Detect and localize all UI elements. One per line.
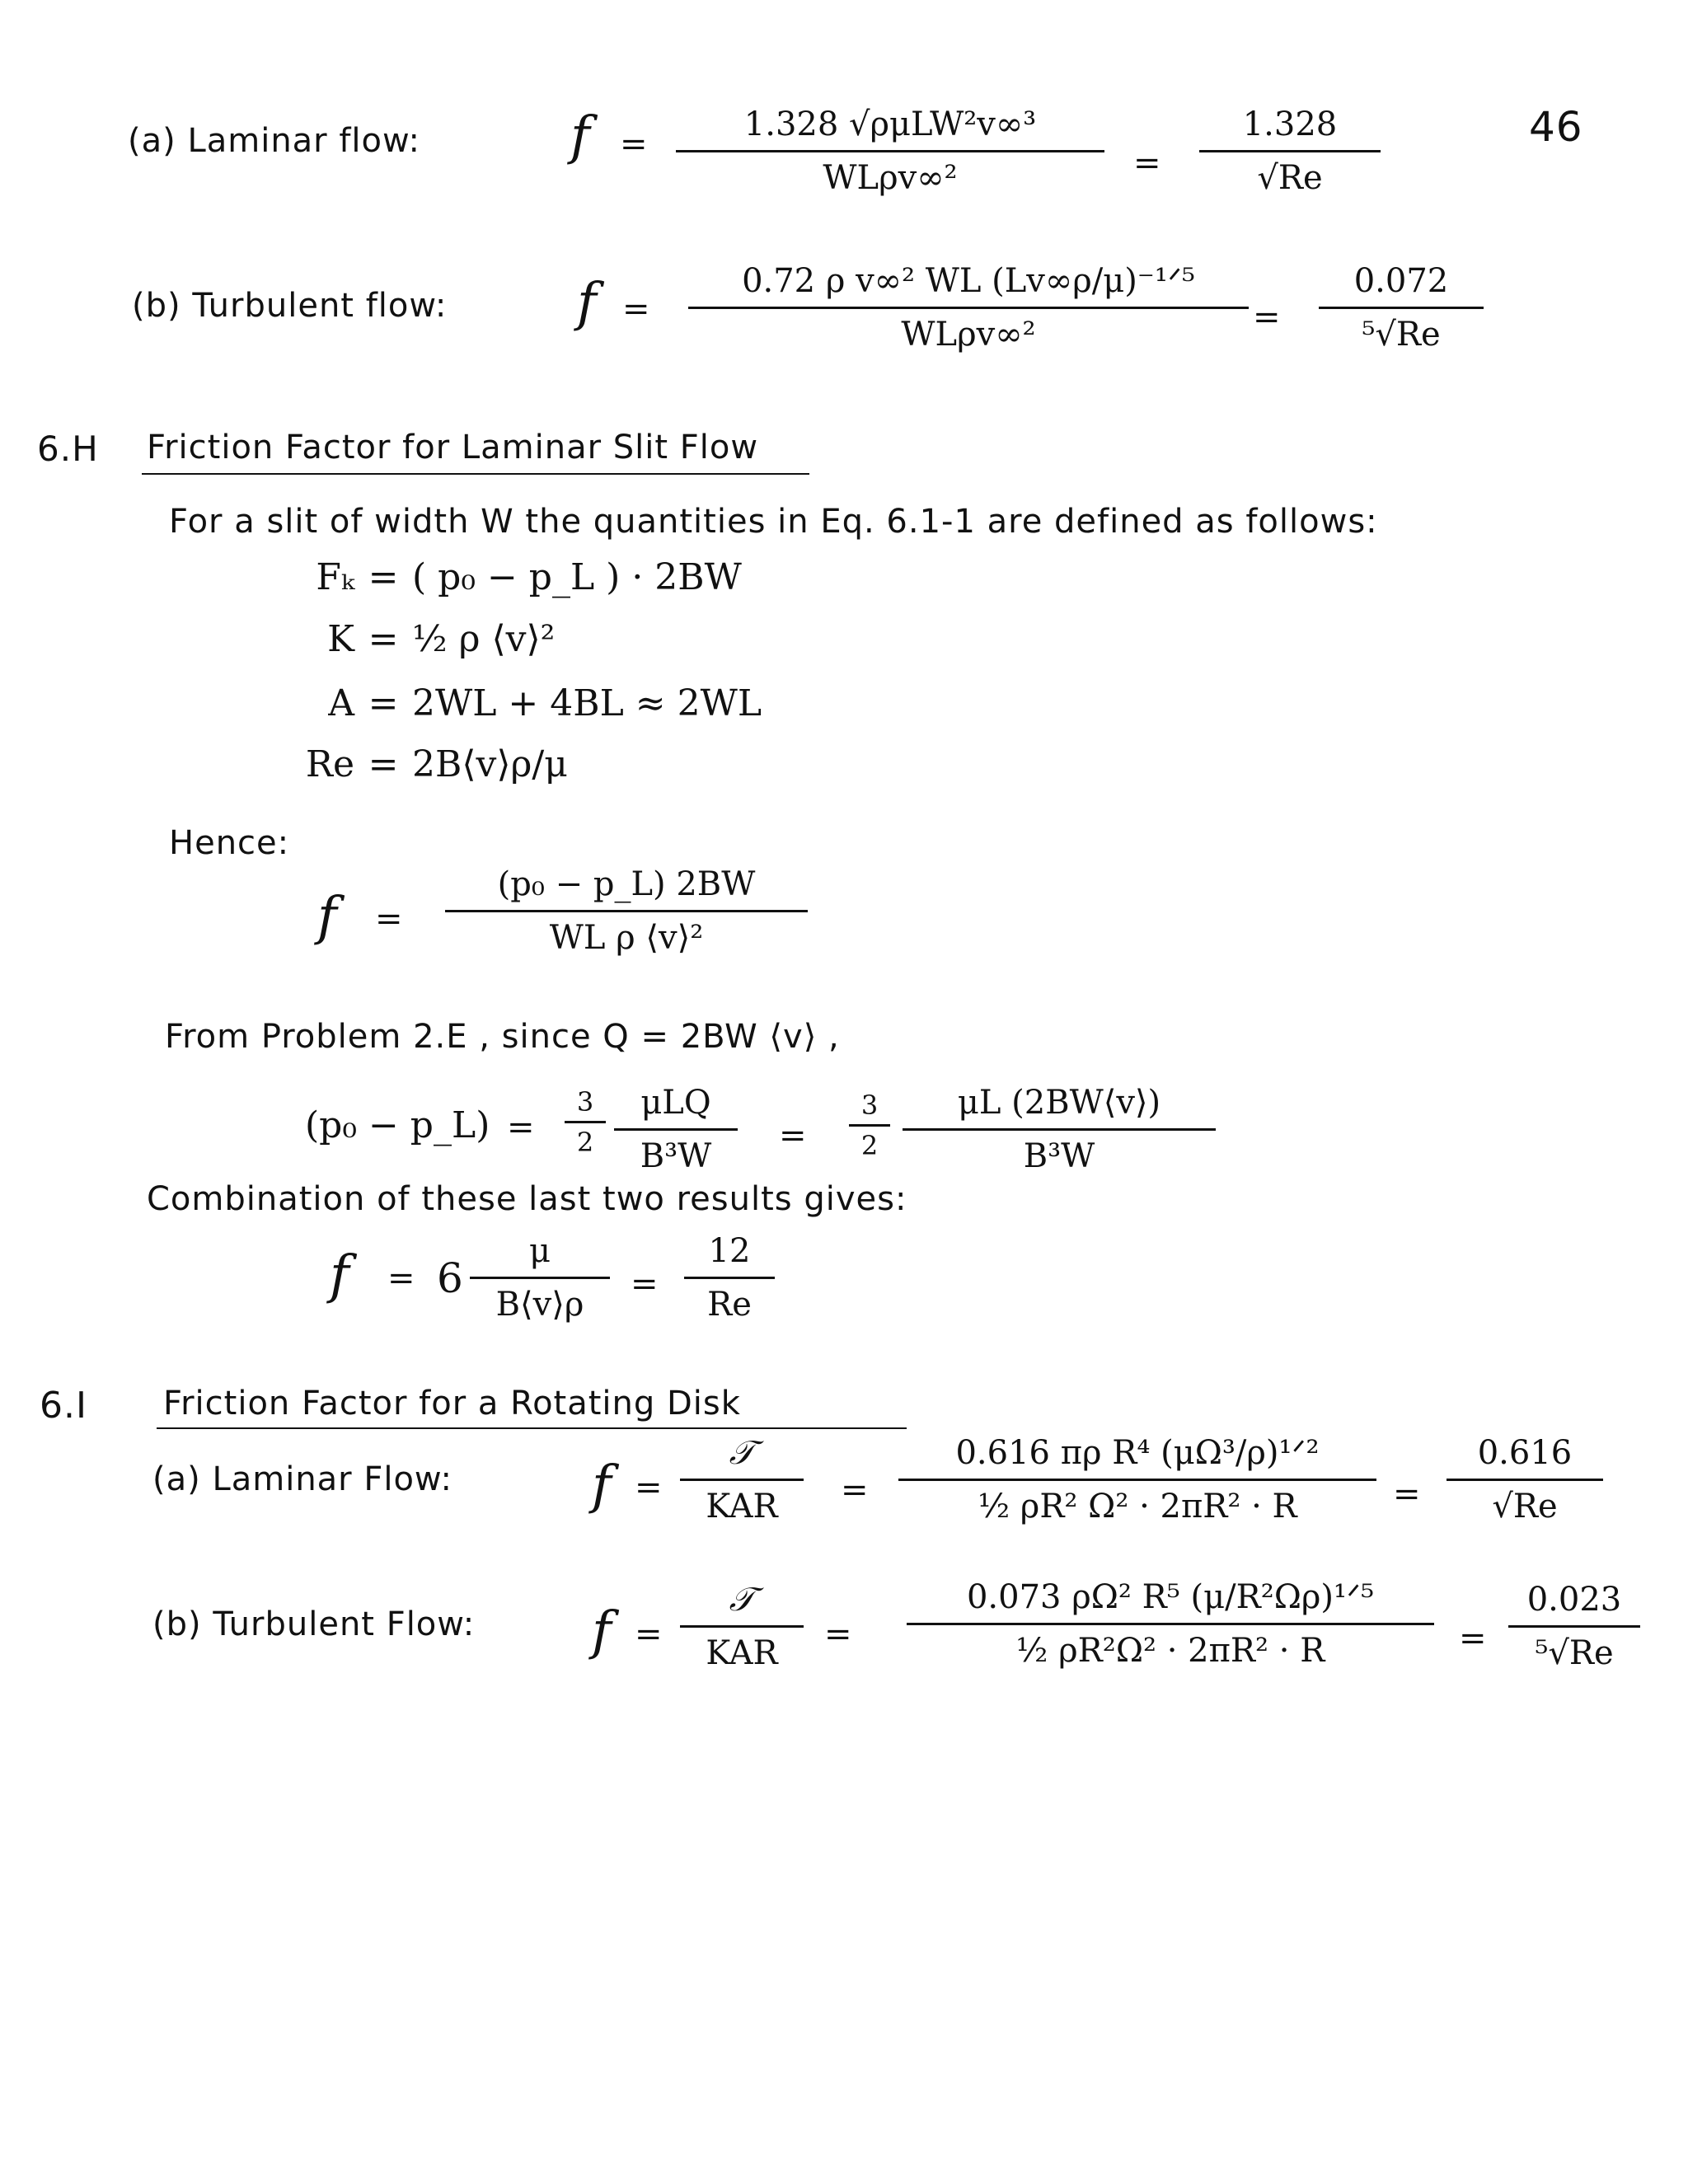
def-rhs: 2WL + 4BL ≈ 2WL <box>412 682 762 724</box>
fraction-bar <box>907 1623 1434 1625</box>
fraction-bar <box>565 1121 606 1123</box>
laminar-flow-label: (a) Laminar Flow: <box>152 1460 452 1498</box>
laminar-fraction <box>676 105 1104 197</box>
fraction-bar <box>676 150 1104 152</box>
def-lhs: A <box>328 682 354 724</box>
fraction-bar <box>898 1479 1376 1481</box>
result-numerator: 12 <box>708 1232 751 1270</box>
equals-sign: = <box>1393 1475 1421 1513</box>
equals-sign: = <box>620 125 648 163</box>
equals-sign: = <box>841 1471 869 1509</box>
result-denominator: ⁵√Re <box>1362 316 1441 354</box>
pressure-drop-lhs: (p₀ − p_L) <box>305 1104 490 1146</box>
coef-denominator: 2 <box>576 1127 594 1158</box>
f-symbol: f <box>330 1244 349 1305</box>
equals-sign: = <box>635 1615 663 1653</box>
section-title: Friction Factor for a Rotating Disk <box>163 1385 741 1422</box>
final-result-fraction <box>684 1232 775 1324</box>
numerator: 1.328 √ρμLW²v∞³ <box>743 105 1037 143</box>
pressure-fraction-1 <box>614 1084 738 1175</box>
result-numerator: 0.023 <box>1526 1581 1622 1619</box>
definition-row <box>272 682 762 724</box>
fraction-bar <box>688 307 1249 309</box>
def-lhs: K <box>327 618 354 660</box>
laminar-disk-fraction <box>898 1434 1376 1526</box>
pressure-fraction-2 <box>903 1084 1216 1175</box>
numerator: μ <box>529 1232 551 1270</box>
def-lhs: Re <box>305 743 354 785</box>
laminar-flow-label: (a) Laminar flow: <box>128 122 421 160</box>
def-rhs: 2B⟨v⟩ρ/μ <box>412 743 568 785</box>
equals-sign: = <box>631 1265 659 1303</box>
fraction-bar <box>680 1625 804 1628</box>
equals-sign: = <box>622 290 650 328</box>
def-equals: = <box>368 556 399 598</box>
numerator: 0.073 ρΩ² R⁵ (μ/R²Ωρ)¹ᐟ⁵ <box>966 1578 1375 1616</box>
laminar-disk-result <box>1447 1434 1603 1526</box>
f-symbol: f <box>577 272 597 333</box>
torque-fraction <box>680 1581 804 1672</box>
fraction-bar <box>614 1128 738 1131</box>
final-fraction <box>470 1232 610 1324</box>
result-denominator: √Re <box>1257 159 1323 197</box>
equals-sign: = <box>1133 144 1161 182</box>
turbulent-flow-label: (b) Turbulent flow: <box>132 287 448 325</box>
definition-row <box>272 618 555 660</box>
fraction-bar <box>849 1124 890 1127</box>
numerator: μLQ <box>640 1084 711 1122</box>
numerator: 𝒯 <box>729 1434 755 1472</box>
denominator: WLρv∞² <box>823 159 958 197</box>
result-numerator: 1.328 <box>1242 105 1338 143</box>
numerator: (p₀ − p_L) 2BW <box>497 865 756 903</box>
torque-fraction <box>680 1434 804 1526</box>
fraction-bar <box>1508 1625 1640 1628</box>
numerator: 0.616 πρ R⁴ (μΩ³/ρ)¹ᐟ² <box>955 1434 1320 1472</box>
fraction-bar <box>1319 307 1484 309</box>
equals-sign: = <box>375 900 403 938</box>
result-numerator: 0.616 <box>1477 1434 1573 1472</box>
f-symbol: f <box>592 1601 612 1661</box>
hence-label: Hence: <box>169 824 290 862</box>
result-denominator: ⁵√Re <box>1535 1634 1614 1672</box>
numerator: μL (2BW⟨v⟩) <box>957 1084 1161 1122</box>
def-rhs: ½ ρ ⟨v⟩² <box>412 618 556 660</box>
equals-sign: = <box>824 1615 852 1653</box>
def-equals: = <box>368 682 399 724</box>
numerator: 𝒯 <box>729 1581 755 1619</box>
denominator: B⟨v⟩ρ <box>495 1286 584 1324</box>
def-rhs: ( p₀ − p_L ) · 2BW <box>412 556 742 598</box>
def-equals: = <box>368 618 399 660</box>
title-underline <box>142 473 809 475</box>
definition-row <box>272 743 568 785</box>
fraction-bar <box>1447 1479 1603 1481</box>
definition-row <box>272 556 742 598</box>
denominator: ½ ρR² Ω² · 2πR² · R <box>978 1488 1297 1526</box>
laminar-result-fraction <box>1199 105 1381 197</box>
from-problem-text: From Problem 2.E , since Q = 2BW ⟨v⟩ , <box>165 1018 840 1056</box>
result-denominator: √Re <box>1492 1488 1558 1526</box>
fraction-bar <box>680 1479 804 1481</box>
turbulent-fraction <box>688 262 1249 354</box>
coef-numerator: 3 <box>576 1086 594 1118</box>
equals-sign: = <box>779 1117 807 1155</box>
coef-numerator: 3 <box>860 1090 879 1121</box>
equals-sign: = <box>387 1259 415 1297</box>
fraction-bar <box>684 1277 775 1279</box>
denominator: WL ρ ⟨v⟩² <box>549 919 704 957</box>
denominator: B³W <box>1023 1137 1095 1175</box>
fraction-bar <box>1199 150 1381 152</box>
def-equals: = <box>368 743 399 785</box>
denominator: WLρv∞² <box>901 316 1036 354</box>
turbulent-result-fraction <box>1319 262 1484 354</box>
coefficient: 6 <box>437 1254 463 1302</box>
fraction-bar <box>445 910 808 912</box>
coef-denominator: 2 <box>860 1130 879 1161</box>
denominator: KAR <box>706 1488 778 1526</box>
combination-text: Combination of these last two results gives: <box>147 1180 907 1218</box>
f-symbol: f <box>317 886 337 947</box>
f-symbol: f <box>592 1455 612 1516</box>
section-number: 6.I <box>40 1385 87 1427</box>
denominator: ½ ρR²Ω² · 2πR² · R <box>1015 1632 1325 1670</box>
fraction-bar <box>470 1277 610 1279</box>
page-number: 46 <box>1529 103 1583 151</box>
intro-text: For a slit of width W the quantities in Eq. 6.1-1 are defined as follows: <box>169 503 1378 541</box>
result-denominator: Re <box>707 1286 752 1324</box>
section-title: Friction Factor for Laminar Slit Flow <box>147 429 759 466</box>
result-numerator: 0.072 <box>1353 262 1449 300</box>
equals-sign: = <box>1253 298 1281 336</box>
fraction-bar <box>903 1128 1216 1131</box>
numerator: 0.72 ρ v∞² WL (Lv∞ρ/μ)⁻¹ᐟ⁵ <box>742 262 1195 300</box>
denominator: KAR <box>706 1634 778 1672</box>
denominator: B³W <box>640 1137 712 1175</box>
coefficient-fraction <box>849 1090 890 1161</box>
equals-sign: = <box>635 1469 663 1507</box>
title-underline <box>157 1427 907 1429</box>
equals-sign: = <box>507 1108 535 1146</box>
f-symbol: f <box>570 105 590 166</box>
friction-fraction <box>445 865 808 957</box>
section-number: 6.H <box>37 429 99 469</box>
turbulent-flow-label: (b) Turbulent Flow: <box>152 1605 476 1643</box>
coefficient-fraction <box>565 1086 606 1158</box>
turbulent-disk-fraction <box>907 1578 1434 1670</box>
equals-sign: = <box>1459 1619 1487 1657</box>
def-lhs: Fₖ <box>316 556 354 598</box>
turbulent-disk-result <box>1508 1581 1640 1672</box>
